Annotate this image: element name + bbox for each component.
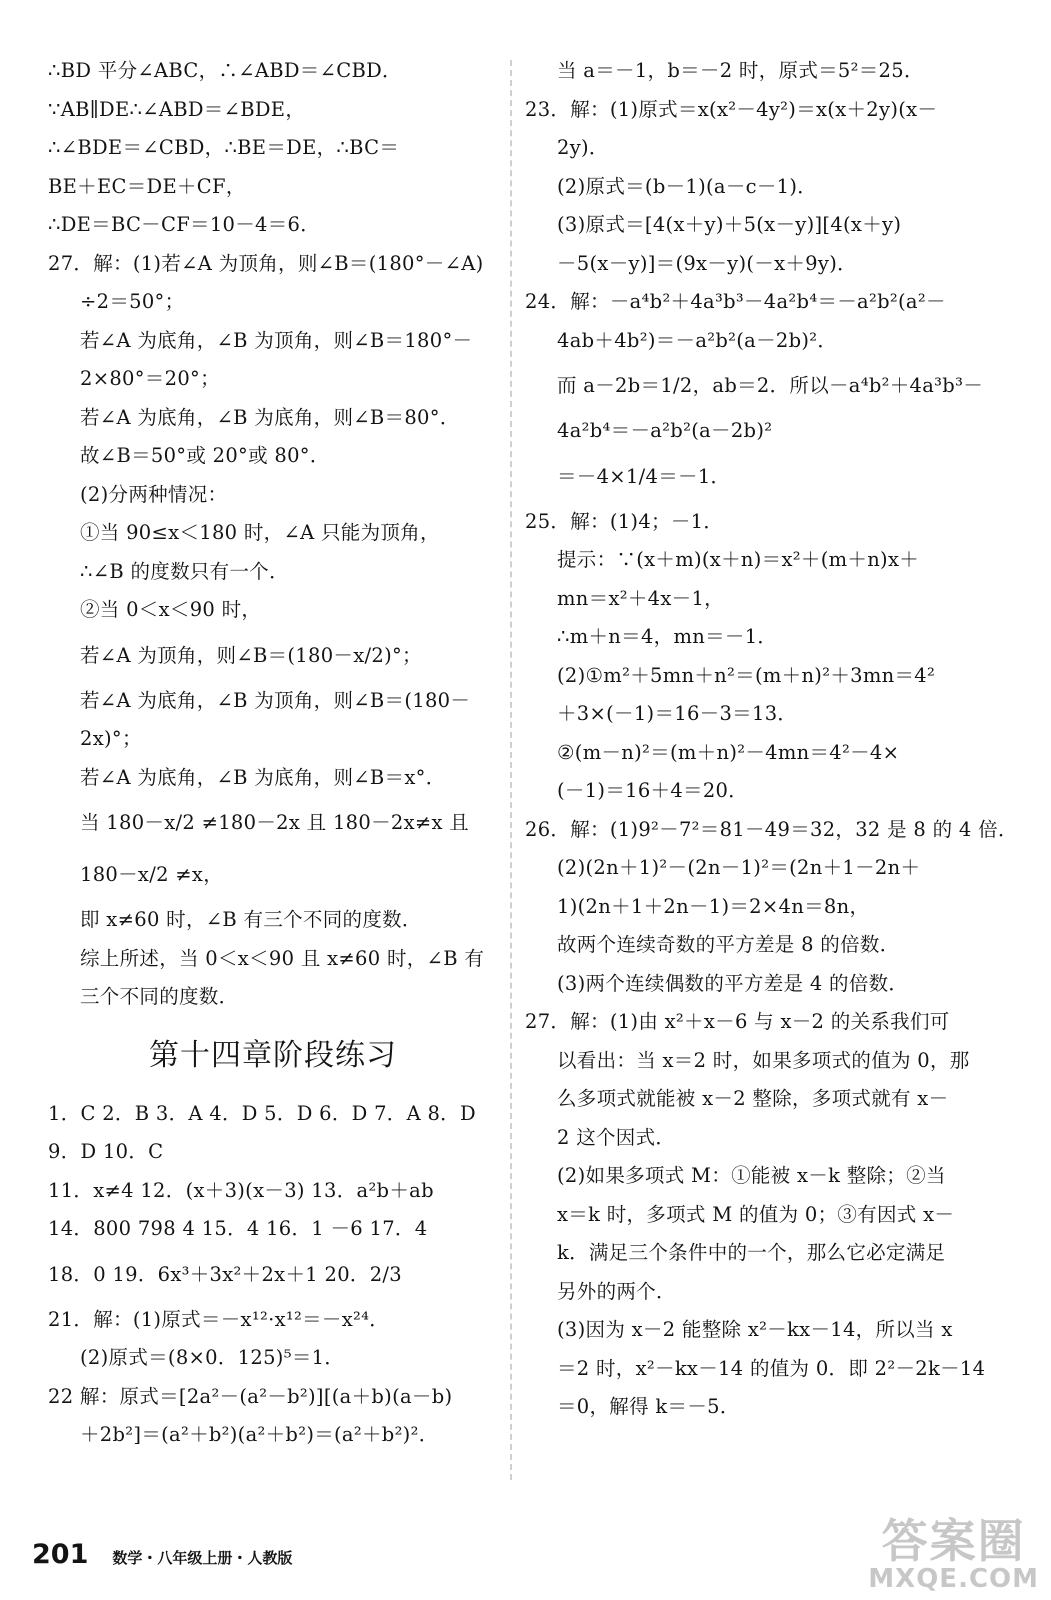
answer-line: 18．0 19．6x³＋3x²＋2x＋1 20．2/3 [48, 1262, 402, 1286]
text-line: 而 a－2b＝1/2，ab＝2．所以－a⁴b²＋4a³b³－ [557, 374, 984, 397]
text-line: x＝k 时，多项式 M 的值为 0；③有因式 x－ [557, 1202, 955, 1226]
text-line: 若∠A 为底角，∠B 为底角，则∠B＝80°． [80, 405, 460, 429]
book-title: 数学・八年级上册・人教版 [112, 1549, 293, 1567]
text-line: 么多项式就能被 x－2 整除，多项式就有 x－ [557, 1087, 949, 1110]
text-line: 26．解：(1)9²－7²＝81－49＝32，32 是 8 的 4 倍． [525, 817, 1018, 841]
text-line: ∴∠BDE＝∠CBD，∴BE＝DE，∴BC＝ [48, 136, 400, 159]
answer-line: 1．C 2．B 3．A 4．D 5．D 6．D 7．A 8．D [48, 1101, 476, 1125]
text-line: 2x)°； [80, 727, 142, 750]
text-line: 21．解：(1)原式＝－x¹²·x¹²＝－x²⁴． [48, 1307, 390, 1331]
text-line: 25．解：(1)4；－1． [525, 509, 724, 533]
text-line: ∴m＋n＝4，mn＝－1． [557, 625, 778, 648]
text-line: (3)两个连续偶数的平方差是 4 的倍数． [557, 971, 909, 995]
text-line: 27．解：(1)若∠A 为顶角，则∠B＝(180°－∠A) [48, 251, 484, 275]
text-line: ∴BD 平分∠ABC，∴∠ABD＝∠CBD． [48, 59, 402, 82]
text-line: (2)如果多项式 M：①能被 x－k 整除；②当 [557, 1164, 946, 1187]
section-heading: 第十四章阶段练习 [149, 1037, 397, 1073]
text-line: (2)(2n＋1)²－(2n－1)²＝(2n＋1－2n＋ [557, 856, 921, 879]
text-line: 24．解：－a⁴b²＋4a³b³－4a²b⁴＝－a²b²(a²－ [525, 290, 946, 313]
watermark-logo [868, 1516, 1039, 1592]
text-line: 4a²b⁴＝－a²b²(a－2b)² [557, 419, 773, 442]
text-line: 2y)． [557, 136, 609, 159]
text-line: ②(m－n)²＝(m＋n)²－4mn＝4²－4× [557, 740, 900, 764]
left-column [48, 52, 498, 1455]
text-line: －5(x－y)]＝(9x－y)(－x＋9y)． [557, 251, 857, 275]
text-line: 若∠A 为底角，∠B 为底角，则∠B＝x°． [80, 765, 446, 789]
text-line: 即 x≠60 时，∠B 有三个不同的度数． [80, 908, 422, 931]
text-line: 27．解：(1)由 x²＋x－6 与 x－2 的关系我们可 [525, 1010, 950, 1033]
text-line: ∴DE＝BC－CF＝10－4＝6． [48, 213, 321, 236]
text-line: mn＝x²＋4x－1， [557, 586, 724, 610]
text-line: ＋2b²]＝(a²＋b²)(a²＋b²)＝(a²＋b²)²． [80, 1423, 439, 1446]
column-divider [510, 60, 512, 1480]
text-line: 综上所述，当 0＜x＜90 且 x≠60 时，∠B 有 [80, 946, 485, 970]
text-line: 2 这个因式． [557, 1125, 676, 1149]
text-line: (2)原式＝(b－1)(a－c－1)． [557, 174, 818, 198]
text-line: 提示：∵(x＋m)(x＋n)＝x²＋(m＋n)x＋ [557, 548, 920, 571]
text-line: 以看出：当 x＝2 时，如果多项式的值为 0，那 [557, 1048, 970, 1072]
text-line: k．满足三个条件中的一个，那么它必定满足 [557, 1241, 946, 1264]
text-line: 2×80°＝20°； [80, 367, 220, 390]
text-line: ①当 90≤x＜180 时，∠A 只能为顶角， [80, 521, 440, 544]
text-line: 180－x/2 ≠x， [80, 863, 224, 886]
text-line: 三个不同的度数． [80, 985, 239, 1008]
text-line: ＋3×(－1)＝16－3＝13． [557, 702, 798, 725]
page-number: 201 [32, 1539, 89, 1570]
right-column [525, 52, 1018, 1427]
text-line: 23．解：(1)原式＝x(x²－4y²)＝x(x＋2y)(x－ [525, 97, 938, 121]
text-line: ＝0，解得 k＝－5． [557, 1395, 740, 1418]
text-line: ②当 0＜x＜90 时， [80, 598, 262, 621]
watermark-url: MXQE.COM [868, 1564, 1039, 1594]
text-line: (2)分两种情况： [80, 482, 228, 506]
text-line: ∴∠B 的度数只有一个． [80, 559, 289, 583]
answer-line: 11．x≠4 12．(x＋3)(x－3) 13．a²b＋ab [48, 1178, 434, 1202]
text-line: 若∠A 为顶角，则∠B＝(180－x/2)°； [80, 643, 422, 667]
text-line: ＝－4×1/4＝－1． [557, 464, 731, 488]
text-line: 若∠A 为底角，∠B 为顶角，则∠B＝(180－ [80, 688, 471, 712]
text-line: (2)原式＝(8×0．125)⁵＝1． [80, 1346, 345, 1369]
answer-line: 14．800 798 4 15．4 16．1 －6 17．4 [48, 1217, 428, 1240]
text-line: 若∠A 为底角，∠B 为顶角，则∠B＝180°－ [80, 328, 473, 352]
watermark-characters: 答案圈 [881, 1514, 1026, 1568]
page-footer [32, 1539, 292, 1570]
text-line: 4ab＋4b²)＝－a²b²(a－2b)²． [557, 328, 838, 352]
text-line: 故∠B＝50°或 20°或 80°． [80, 444, 330, 467]
text-line: 22 解：原式＝[2a²－(a²－b²)][(a＋b)(a－b) [48, 1384, 453, 1408]
text-line: (2)①m²＋5mn＋n²＝(m＋n)²＋3mn＝4² [557, 663, 936, 687]
text-line: 当 a＝－1，b＝－2 时，原式＝5²＝25． [557, 59, 924, 82]
text-line: 另外的两个． [557, 1279, 676, 1303]
text-line: 故两个连续奇数的平方差是 8 的倍数． [557, 933, 900, 956]
text-line: ∵AB∥DE∴∠ABD＝∠BDE， [48, 97, 306, 121]
text-line: (3)因为 x－2 能整除 x²－kx－14，所以当 x [557, 1318, 953, 1341]
text-line: 当 180－x/2 ≠180－2x 且 180－2x≠x 且 [80, 811, 470, 834]
text-line: 1)(2n＋1＋2n－1)＝2×4n＝8n， [557, 894, 870, 918]
text-line: (－1)＝16＋4＝20． [557, 779, 749, 802]
text-line: BE＋EC＝DE＋CF， [48, 174, 246, 198]
text-line: ÷2＝50°； [80, 290, 185, 313]
text-line: (3)原式＝[4(x＋y)＋5(x－y)][4(x＋y) [557, 213, 902, 236]
text-line: ＝2 时，x²－kx－14 的值为 0．即 2²－2k－14 [557, 1356, 986, 1380]
answer-line: 9．D 10．C [48, 1140, 164, 1163]
